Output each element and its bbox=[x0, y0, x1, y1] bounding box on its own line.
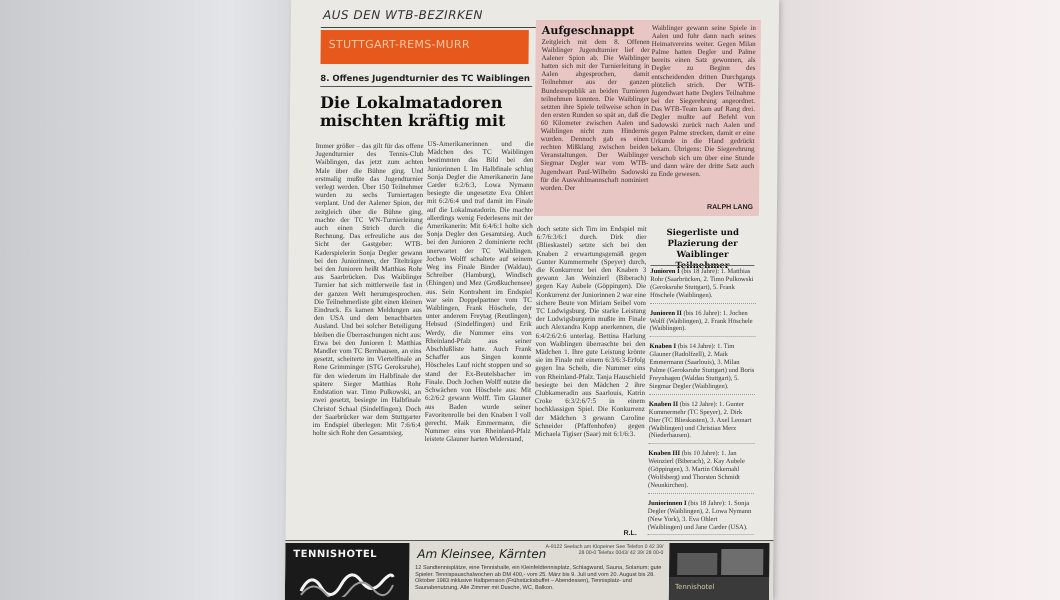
result-label: Knaben III bbox=[648, 450, 681, 458]
article-overline: 8. Offenes Jugendturnier des TC Waiblingen bbox=[320, 74, 531, 84]
result-entry bbox=[648, 450, 754, 494]
result-label: Juniorinnen I bbox=[647, 499, 687, 507]
ad-location: Am Kleinsee, Kärnten bbox=[417, 547, 547, 561]
ad-photo-caption: Tennishotel bbox=[674, 583, 715, 591]
sidebar-column-1: Zeitgleich mit dem 8. Offenen Waiblinger Jugendturnier lief der Aalener Spion ab. Die Waiblinger hatten sich mit der Turnierleitung in Aalen abgesprochen, damit Teilnehmer aus der ganzen Bundesrepublik an beiden Turnieren teilnehmen konnten. Die Waiblinger setzten ihre Spiele teilweise schon in den ersten Runden so spät an, daß die 60 Kilometer zwischen Aalen und Waiblingen nicht zum Hindernis wurden. Dennoch gab es einen rechten Mißklang zwischen beiden Veranstaltungen. Der Waiblinger Siegmar Degler war vom WTB-Jugendwart Paul-Wilhelm Sadowski für die Auswahlmannschaft nominiert worden. Der bbox=[540, 38, 650, 192]
article-column-2: US-Amerikanerinnen und die Mädchen des TC Waiblingen bestimmten das Bild bei den Juniorinnen I. Im Halbfinale schlug Sonja Degler die Amerikanerin Jane Carder 6:2/6:3, Lowa Nymann besiegte die ungesetzte Eva Ohlert mit 6:2/6:4 und traf damit im Finale auf die Lokalmatadorin. Die machte allerdings wenig Federlesens mit der Amerikanerin: Mit 6:4/6:1 holte sich Sonja Degler den Gesamtsieg. Auch bei den Junioren 2 dominierte recht unerwartet der TC Waiblingen. Jochen Wolff schaltete auf seinem Weg ins Finale Binder (Waldau), Schreiber (Hamburg), Windisch (Ehingen) und Mez (Großkuchensee) aus. Sein Kontrahent im Endspiel war sein Doppelpartner vom TC Waiblingen, Frank Höschele, der unter anderem Freytag (Reutlingen), Hebsud (Sindelfingen) und Erik Werdy, die Nummer eins von Rheinland-Pfalz aus seiner Abschlußliste hatte. Auch Frank Schaffer aus Singen konnte Höscheles Lauf nicht stoppen und so stand der Ex-Beutelsbacher im Finale. Doch Jochen Wolff nutzte die Schwächen von Höschele aus: Mit 6:2/6:2 gewann Wolff. Tim Glauner aus Baden wurde seiner Favoritenrolle bei den Knaben I voll gerecht. Maik Emmermann, die Nummer eins von Rheinland-Pfalz leistete Glauner harten Widerstand, bbox=[424, 140, 534, 444]
advertisement bbox=[285, 540, 774, 600]
result-text: (bis 18 Jahre): 1. Matthias Rohr (Saarbrücken, 2. Timo Pulkowski (Geroksruhe Stuttgart), 5. Frank Höschele (Waiblingen). bbox=[650, 268, 754, 299]
ad-contact: A-9122 Seelach am Klopeiner See Telefon 0 42 39/ 28 00-0 Telefax 0043/ 42 39/ 28 00-0 bbox=[545, 544, 664, 557]
sidebar-title: Aufgeschnappt bbox=[541, 24, 635, 37]
results-title: Siegerliste und Plazierung der Waiblinger Teilnehmer bbox=[666, 228, 739, 271]
overline-rule bbox=[320, 86, 532, 87]
magazine-page bbox=[285, 0, 779, 600]
article-headline: Die Lokalmatadoren mischten kräftig mit bbox=[319, 93, 506, 130]
result-label: Junioren I bbox=[650, 268, 680, 275]
result-text: (bis 16 Jahre): 1. Jochen Wolff (Waiblingen), 2. Frank Höschele (Waiblingen). bbox=[649, 309, 753, 333]
results-rule bbox=[650, 265, 754, 266]
ad-brand: TENNISHOTEL bbox=[293, 549, 378, 560]
ad-photo bbox=[669, 543, 770, 600]
article-author: R.L. bbox=[623, 530, 637, 537]
region-label: STUTTGART-REMS-MURR bbox=[328, 38, 470, 51]
result-text: (bis 10 Jahre): 1. Jan Weinzierl (Biberach), 2. Kay Aubele (Göppingen), 3. Martin Okkernahl (Wolfsberg) und Thorsten Schmidt (Neunkirchen). bbox=[648, 450, 745, 489]
result-label: Knaben II bbox=[648, 400, 679, 408]
result-text: (bis 12 Jahre): 1. Gunter Kummermehr (TC Speyer), 2. Dirk Dier (TC Blieskasten), 3. Axel Leonart (Waiblingen) und Christian Merz (Niederhausen). bbox=[648, 400, 752, 440]
wave-logo-icon bbox=[299, 567, 395, 597]
ad-brand-box bbox=[285, 543, 410, 600]
background-right bbox=[775, 0, 1060, 600]
result-label: Junioren II bbox=[649, 309, 682, 317]
result-text: (bis 14 Jahre): 1. Tim Glauner (Radolfzell), 2. Maik Emmermann (Saarlouis), 3. Milan Palme (Geroksruhe Stuttgart) und Boris Freynhagen (Waldau Stuttgart), 5. Siegmar Degler (Waiblingen). bbox=[649, 343, 755, 390]
results-list bbox=[647, 268, 756, 548]
result-label: Knaben I bbox=[649, 343, 677, 351]
article-column-1: Immer größer – das gilt für das offene Jugendturnier des Tennis-Club Waiblingen, das jetzt zum achten Male über die Bühne ging. Und erstmalig mußte das Jugendturnier verlegt werden. Über 150 Teilnehmer wurden zu sechs Turniertagen verplant. Und der Aalener Spion, der zeitgleich über die Bühne ging, machte der TC WN-Turnierleitung auch einen Strich durch die Rechnung. Das erfreuliche aus der Sicht der Gastgeber: WTB-Kaderspielerin Sonja Degler gewann bei den Juniorinnen, der Titelträger bei den Junioren heißt Matthias Rohr aus Saarbrücken. Das Waiblinger Turnier hat sich mittlerweile fast in der ganzen Welt herumgesprochen. Die Teilnehmerliste gibt einen kleinen Eindruck. Es kamen Meldungen aus den USA und dem benachbarten Ausland. Und bei solcher Beteiligung bleiben die Überraschungen nicht aus: Etwa bei den Junioren I: Matthias Mandler vom TC Bernhausen, an eins gesetzt, scheiterte im Viertelfinale an Rene Grimminger (STG Geroksruhe), für den wiederum im Halbfinale der spätere Sieger Matthias Rohr Endstation war. Timo Pulkowski, an zwei gesetzt, besiegte im Halbfinale Christof Schaal (Sindelfingen). Doch der Saarbrücker war dem Stuttgarter im Endspiel überlegen: Mit 7:6/6:4 holte sich Rohr den Gesamtsieg. bbox=[312, 142, 424, 438]
sidebar-column-2: Waiblinger gewann seine Spiele in Aalen und fuhr dann nach seines Heimatvereins weiter. Gegen Milan Palme hatten Degler und Palme bereits einen Satz gewonnen, als Degler zu Beginn des entscheidenden dritten Durchgangs plötzlich strich. Der WTB-Jugendwart hatte Deglers Teilnahme bei der Siegerehrung angeordnet. Das WTB-Team kam auf Rang drei. Degler mußte auf Befehl von Sadowski zurück nach Aalen und gegen Palme strecken, damit er eine Urkunde in die Hand gedrückt bekam. Übrigens: Die Siegerehrung verschob sich um über eine Stunde und dann wäre der dritte Satz auch zu Ende gewesen. bbox=[650, 24, 756, 178]
region-bar bbox=[320, 30, 528, 64]
ad-copy: 12 Sandtennisplätze, eine Tennishalle, ein Kleinfeldtennisplatz, Schlagwand, Sauna, Solarium; gute Spieler. Tennispauschalwochen ab DM 400,- vom 25. März bis 9. Juli und vom 20. August bis 28. Oktober 1983 inklusive Halbpension (Frühstücksbuffet – Abendessen), Tennisplatz- und Saunabenutzung. Alle Zimmer mit Dusche, WC, Balkon. bbox=[414, 565, 662, 591]
result-entry bbox=[649, 343, 756, 394]
result-entry bbox=[650, 310, 756, 338]
sidebar-author: RALPH LANG bbox=[707, 204, 754, 211]
article-column-3: doch setzte sich Tim im Endspiel mit 6:7/6:3/6:1 durch. Dirk dier (Blieskastel) setzte sich bei den Knaben 2 erwartungsgemäß gegen Gunter Kummermehr (Speyer) durch, die Konkurrenz bei den Knaben 3 gewann Jan Weinzierl (Biberach) gegen Kay Aubele (Göppingen). Die Konkurrenz der Juniorinnen 2 war eine sichere Beute von Miriam Seibel vom TC Ludwigsburg. Die starke Leistung der Ludwigsburgerin mußte im Finale auch Alexandra Kopp anerkennen, die 6:4/2:6/2:6 unterlag. Bettina Harlung von Waiblingen überraschte bei den Mädchen 1. Ihre gute Leistung krönte sie im Finale mit einem 6:3/6:3-Erfolg gegen Ina Scheib, die Nummer eins von Rheinland-Pfalz. Tanja Hauschield besiegte bei den Mädchen 2 ihre Clubkameradin aus Saarlouis, Katrin Croke 6:3/2:6/7:5 in einem hochklassigen Spiel. Die Konkurrenz der Mädchen 3 gewann Caroline Schneider (Pfaffenhofen) gegen Michaela Tigiser (Saar) mit 6:1/6:3. bbox=[534, 225, 647, 439]
sidebar-box bbox=[534, 20, 761, 216]
result-entry bbox=[648, 401, 754, 445]
section-title: AUS DEN WTB-BEZIRKEN bbox=[322, 8, 483, 22]
hotel-photo-icon bbox=[669, 543, 770, 600]
result-entry bbox=[648, 500, 754, 536]
result-entry bbox=[650, 268, 756, 304]
result-text: (bis 18 Jahre): 1. Sonja Degler (Waiblingen), 2. Lowa Nymann (New York), 3. Eva Ohlert (Waiblingen) und Jane Carder (USA). bbox=[647, 499, 752, 531]
background-left bbox=[0, 0, 290, 600]
